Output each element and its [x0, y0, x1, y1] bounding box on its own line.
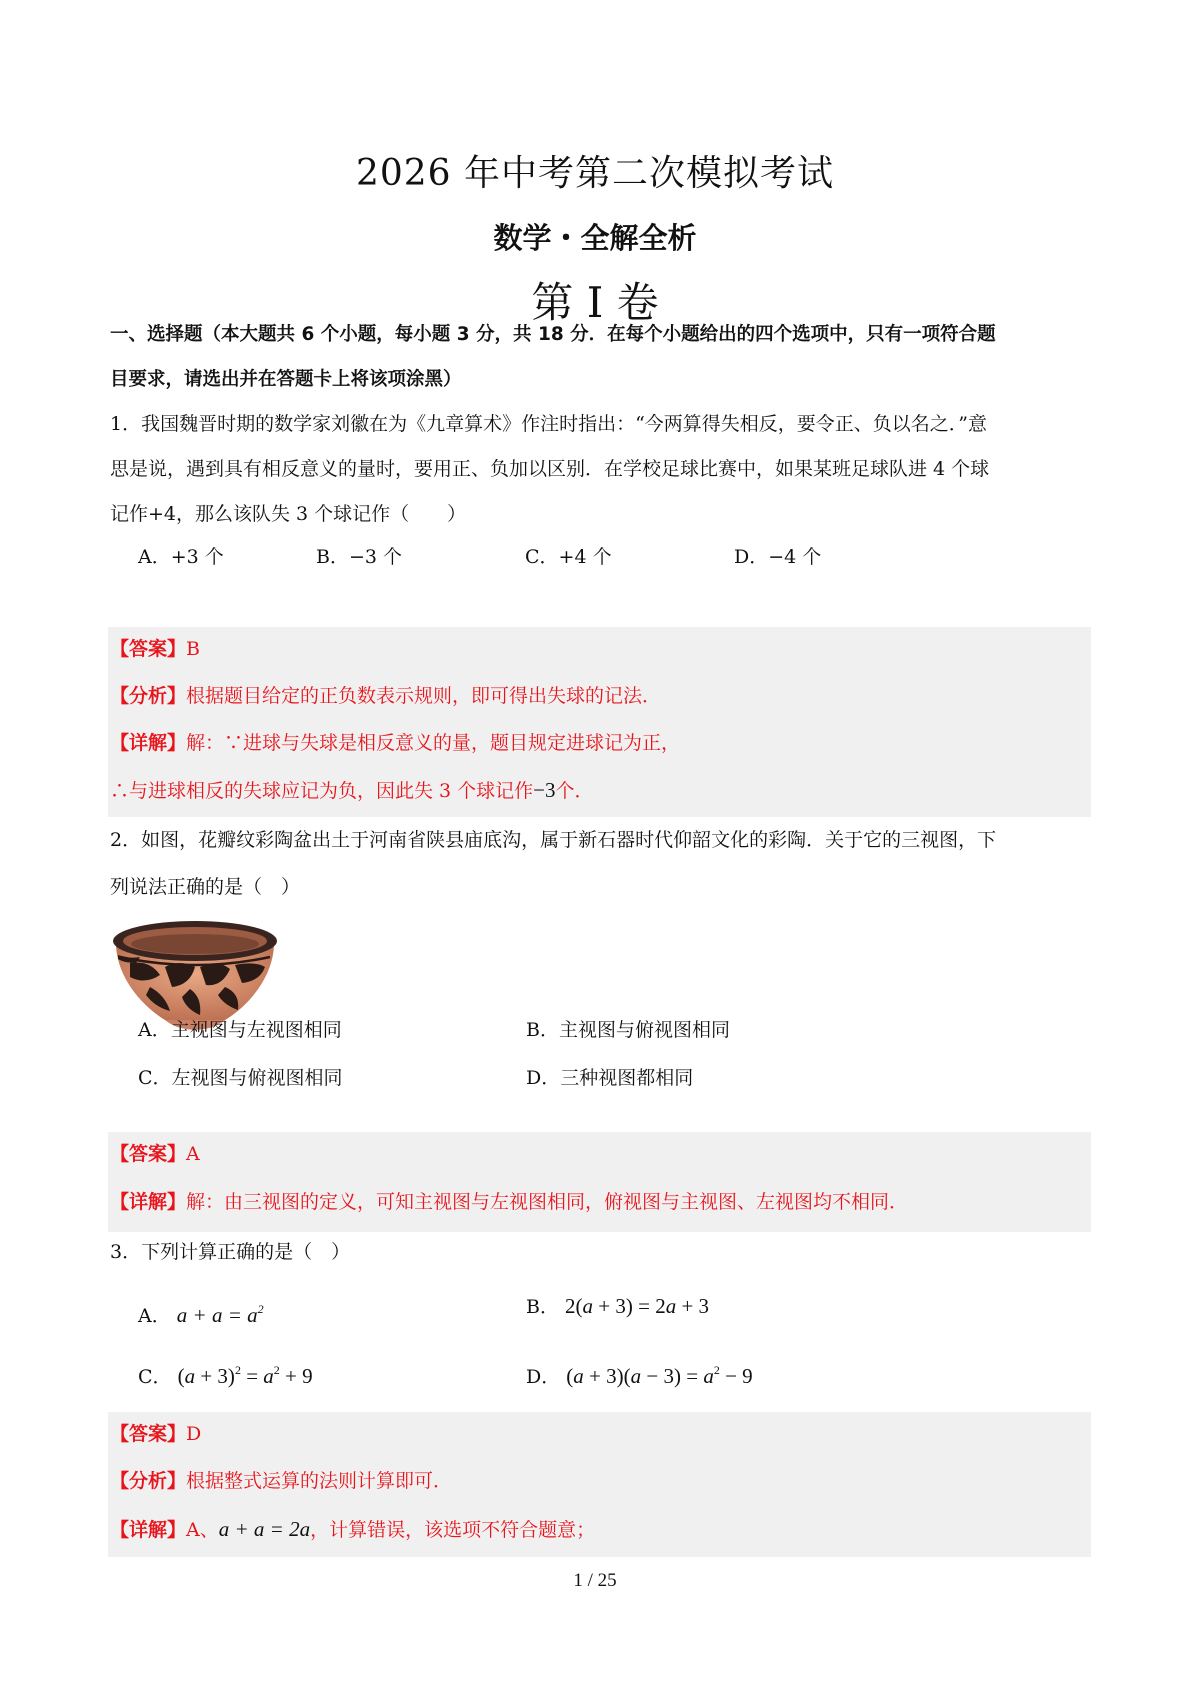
q1-detail-line1: 【详解】解：∵进球与失球是相反意义的量，题目规定进球记为正， — [110, 732, 681, 754]
q2-answer: 【答案】A — [110, 1143, 200, 1165]
q2-detail: 【详解】解：由三视图的定义，可知主视图与左视图相同，俯视图与主视图、左视图均不相同． — [110, 1191, 909, 1213]
q2-option-a: A．主视图与左视图相同 — [138, 1019, 342, 1041]
q1-detail-line2: ∴与进球相反的失球应记为负，因此失 3 个球记作−3个． — [110, 778, 594, 802]
q1-answer: 【答案】B — [110, 638, 200, 660]
q1-option-a: A．+3 个 — [138, 546, 224, 568]
q1-option-d: D．−4 个 — [734, 546, 822, 568]
q2-stem-line2: 列说法正确的是（ ） — [110, 876, 301, 898]
q3-answer: 【答案】D — [110, 1423, 202, 1445]
q3-option-c-formula: $(a + 3)^2 = a^2 + 9$ — [177, 1363, 313, 1388]
q2-stem-line1: 2．如图，花瓣纹彩陶盆出土于河南省陕县庙底沟，属于新石器时代仰韶文化的彩陶．关于它的三视图，下 — [110, 829, 997, 851]
section-heading-line2: 目要求，请选出并在答题卡上将该项涂黑） — [110, 369, 462, 390]
q3-analysis: 【分析】根据整式运算的法则计算即可． — [110, 1470, 453, 1492]
q1-option-c: C．+4 个 — [525, 546, 612, 568]
q3-option-b: B． 2(a + 3) = 2a + 3 — [526, 1294, 710, 1318]
q1-stem-line2: 思是说，遇到具有相反意义的量时，要用正、负加以区别．在学校足球比赛中，如果某班足球队进 4 个球 — [110, 458, 990, 480]
section-heading-line1: 一、选择题（本大题共 6 个小题，每小题 3 分，共 18 分．在每个小题给出的四个选项中，只有一项符合题 — [110, 324, 996, 345]
q2-option-c: C．左视图与俯视图相同 — [138, 1067, 343, 1089]
page-number: 1 / 25 — [573, 1570, 617, 1591]
q1-analysis: 【分析】根据题目给定的正负数表示规则，即可得出失球的记法． — [110, 685, 662, 707]
q3-option-a-formula: $a + a = a^2$ — [176, 1302, 264, 1327]
q3-option-a: A． $a + a = a^2$ — [138, 1302, 264, 1327]
q2-option-d: D．三种视图都相同 — [526, 1067, 694, 1089]
q1-option-b: B．−3 个 — [316, 546, 403, 568]
volume-heading: 第 I 卷 — [531, 278, 659, 327]
document-title: 2026 年中考第二次模拟考试 — [355, 153, 835, 194]
q1-stem-line3: 记作+4，那么该队失 3 个球记作（ ） — [110, 503, 467, 525]
q3-option-c: C． $(a + 3)^2 = a^2 + 9$ — [138, 1363, 313, 1388]
q3-detail: 【详解】A、a + a = 2a，计算错误，该选项不符合题意； — [110, 1517, 596, 1541]
q2-option-b: B．主视图与俯视图相同 — [526, 1019, 730, 1041]
q1-stem-line1: 1．我国魏晋时期的数学家刘徽在为《九章算术》作注时指出：“今两算得失相反，要令正、负以名之．”意 — [110, 413, 988, 435]
document-subtitle: 数学・全解全析 — [493, 221, 697, 255]
q3-option-d: D． $(a + 3)(a - 3) = a^2 - 9$ — [526, 1363, 753, 1388]
q3-stem: 3．下列计算正确的是（ ） — [110, 1241, 351, 1263]
q3-option-d-formula: $(a + 3)(a - 3) = a^2 - 9$ — [566, 1363, 753, 1388]
q3-option-b-formula: 2(a + 3) = 2a + 3 — [565, 1294, 710, 1318]
